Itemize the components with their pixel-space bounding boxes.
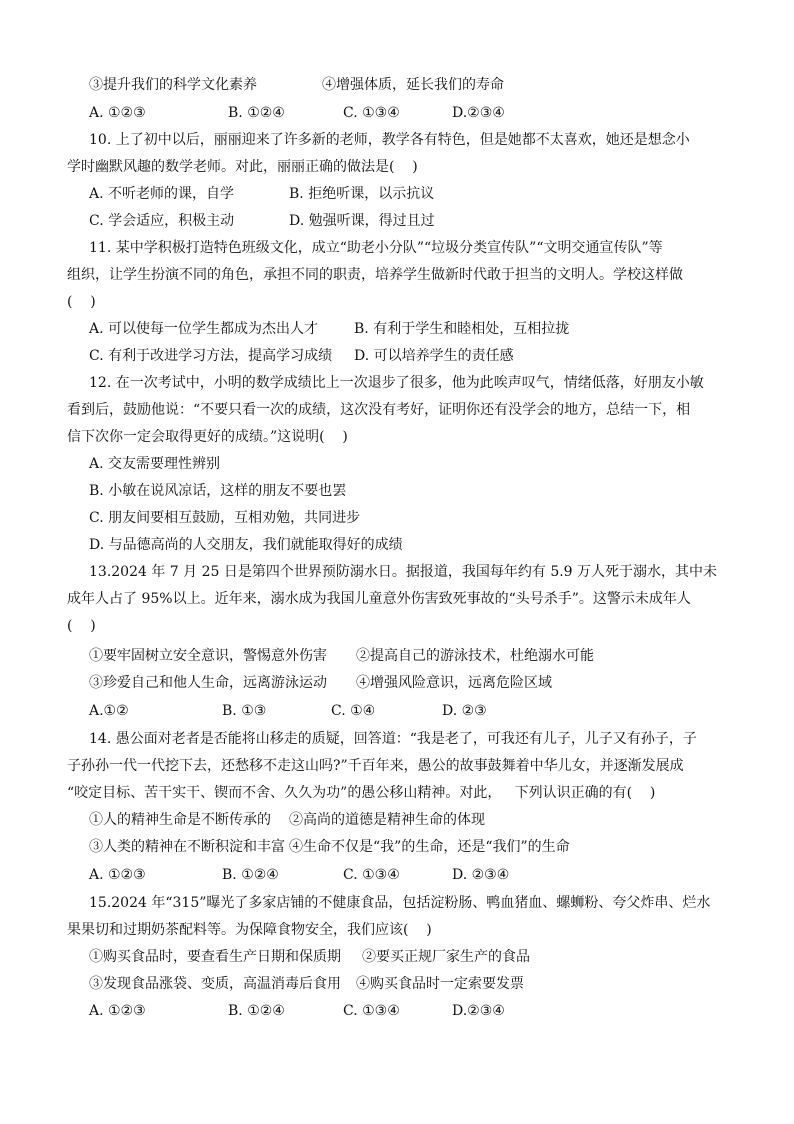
q10-stem-line-1: 10. 上了初中以后，丽丽迎来了许多新的老师，教学各有特色，但是她都不太喜欢，她还是想念小: [89, 132, 690, 148]
q10-option-d: D. 勉强听课，得过且过: [289, 213, 435, 229]
q10-option-a: A. 不听老师的课，自学: [89, 186, 235, 202]
q11-option-c: C. 有利于改进学习方法，提高学习成绩: [89, 348, 333, 364]
q11-stem-line-3: ( ): [67, 294, 96, 310]
q9-option-d: D.②③④: [452, 105, 505, 121]
q14-item-1: ①人的精神生命是不断传承的: [89, 812, 271, 828]
q13-option-a: A.①②: [89, 703, 129, 719]
q12-option-b: B. 小敏在说风凉话，这样的朋友不要也罢: [89, 483, 347, 499]
q14-item-2: ②高尚的道德是精神生命的体现: [289, 812, 485, 828]
q10-stem-line-2: 学时幽默风趣的数学老师。对此，丽丽正确的做法是( ): [67, 159, 418, 175]
q15-option-c: C. ①③④: [343, 1003, 400, 1019]
q15-item-4: ④购买食品时一定索要发票: [356, 976, 524, 992]
q12-stem-line-1: 12. 在一次考试中，小明的数学成绩比上一次退步了很多，他为此唉声叹气，情绪低落，好朋友小敏: [89, 375, 704, 391]
q9-item-4: ④增强体质，延长我们的寿命: [322, 77, 504, 93]
q13-option-c: C. ①④: [331, 703, 376, 719]
q11-option-b: B. 有利于学生和睦相处，互相拉拢: [354, 321, 570, 337]
q12-stem-line-2: 看到后，鼓励他说：“不要只看一次的成绩，这次没有考好，证明你还有没学会的地方，总结一下，相: [67, 402, 691, 418]
q15-option-d: D.②③④: [452, 1003, 505, 1019]
q15-stem-line-1: 15.2024 年“315”曝光了多家店铺的不健康食品，包括淀粉肠、鸭血猪血、螺蛳粉、夸父炸串、烂水: [89, 895, 711, 911]
q13-item-2: ②提高自己的游泳技术，杜绝溺水可能: [356, 648, 594, 664]
q15-option-b: B. ①②④: [228, 1003, 285, 1019]
q14-stem-line-1: 14. 愚公面对老者是否能将山移走的质疑，回答道：“我是老了，可我还有儿子，儿子又有孙子，子: [89, 731, 697, 747]
q12-option-a: A. 交友需要理性辨别: [89, 456, 221, 472]
q12-stem-line-3: 信下次你一定会取得更好的成绩。”这说明( ): [67, 429, 348, 445]
q14-stem-line-2: 子孙孙一代一代挖下去，还愁移不走这山吗?”千百年来，愚公的故事鼓舞着中华儿女，并逐渐发展成: [67, 758, 684, 774]
q14-option-c: C. ①③④: [343, 867, 400, 883]
q13-option-b: B. ①③: [222, 703, 267, 719]
q15-item-1: ①购买食品时，要查看生产日期和保质期: [89, 949, 341, 965]
q11-stem-line-2: 组织，让学生扮演不同的角色，承担不同的职责，培养学生做新时代敢于担当的文明人。学校这样做: [67, 267, 683, 283]
q10-option-b: B. 拒绝听课，以示抗议: [289, 186, 435, 202]
q13-stem-line-2: 成年人占了 95%以上。近年来，溺水成为我国儿童意外伤害致死事故的“头号杀手”。这警示未成年人: [67, 591, 691, 607]
q14-option-b: B. ①②④: [222, 867, 279, 883]
q14-item-4: ④生命不仅是“我”的生命，还是“我们”的生命: [289, 839, 570, 855]
q15-stem-line-2: 果果切和过期奶茶配料等。为保障食物安全，我们应该( ): [67, 922, 432, 938]
q9-option-c: C. ①③④: [343, 105, 400, 121]
q11-stem-line-1: 11. 某中学积极打造特色班级文化，成立“助老小分队”“垃圾分类宣传队”“文明交通宣传队”等: [89, 240, 663, 256]
q12-option-c: C. 朋友间要相互鼓励，互相劝勉，共同进步: [89, 510, 361, 526]
q11-option-d: D. 可以培养学生的责任感: [354, 348, 514, 364]
q14-option-d: D. ②③④: [452, 867, 510, 883]
q14-option-a: A. ①②③: [89, 867, 146, 883]
q14-item-3: ③人类的精神在不断积淀和丰富: [89, 839, 285, 855]
q12-option-d: D. 与品德高尚的人交朋友，我们就能取得好的成绩: [89, 537, 403, 553]
q13-item-1: ①要牢固树立安全意识，警惕意外伤害: [89, 648, 327, 664]
q11-option-a: A. 可以使每一位学生都成为杰出人才: [89, 321, 319, 337]
q14-stem-line-3: “咬定目标、苦干实干、锲而不舍、久久为功”的愚公移山精神。对此， 下列认识正确的有( ): [67, 785, 656, 801]
q15-option-a: A. ①②③: [89, 1003, 146, 1019]
q13-stem-line-1: 13.2024 年 7 月 25 日是第四个世界预防溺水日。据报道，我国每年约有 5.9 万人死于溺水，其中未: [89, 564, 718, 580]
q9-option-b: B. ①②④: [228, 105, 285, 121]
q9-option-a: A. ①②③: [89, 105, 146, 121]
q15-item-2: ②要买正规厂家生产的食品: [362, 949, 530, 965]
q13-item-3: ③珍爱自己和他人生命，远离游泳运动: [89, 675, 327, 691]
q13-stem-line-3: ( ): [67, 618, 96, 634]
q15-item-3: ③发现食品涨袋、变质，高温消毒后食用: [89, 976, 341, 992]
q13-option-d: D. ②③: [442, 703, 487, 719]
q9-item-3: ③提升我们的科学文化素养: [89, 77, 257, 93]
q10-option-c: C. 学会适应，积极主动: [89, 213, 235, 229]
q13-item-4: ④增强风险意识，远离危险区域: [356, 675, 552, 691]
